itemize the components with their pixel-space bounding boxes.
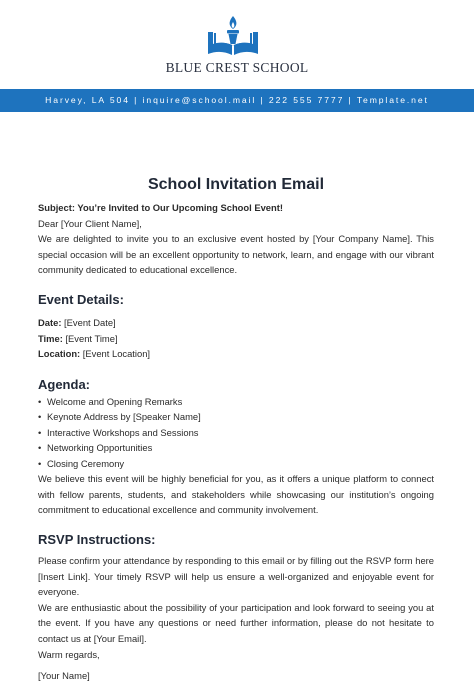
event-time bbox=[38, 331, 434, 347]
event-date bbox=[38, 315, 434, 331]
agenda-closing: We believe this event will be highly beneficial for you, as it offers a unique platform to connect with fellow parents, students, and stakeholders while showcasing our institution’s ongoing commitment to educational excellence and community involvement. bbox=[38, 473, 434, 516]
email-greeting: Dear [Your Client Name], bbox=[38, 217, 142, 229]
agenda-list bbox=[38, 394, 434, 472]
signature: [Your Name] bbox=[38, 670, 90, 682]
list-item: • Interactive Workshops and Sessions bbox=[38, 425, 434, 441]
school-name: BLUE CREST SCHOOL bbox=[165, 60, 309, 75]
event-details-heading: Event Details: bbox=[38, 291, 124, 307]
event-location-value: [Event Location] bbox=[80, 348, 151, 360]
event-date-label: Date: bbox=[38, 316, 62, 328]
letterhead bbox=[0, 0, 474, 90]
contact-bar: Harvey, LA 504 | inquire@school.mail | 222 555 7777 | Template.net bbox=[0, 89, 474, 112]
event-location bbox=[38, 346, 434, 362]
email-body bbox=[38, 174, 434, 684]
rsvp-paragraph: We are enthusiastic about the possibility of your participation and look forward to seeing you at the event. If you have any questions or need further information, please do not hesitate to contact us at [Your Email]. bbox=[38, 601, 434, 644]
event-time-value: [Event Time] bbox=[62, 332, 118, 344]
list-item: • Networking Opportunities bbox=[38, 440, 434, 456]
agenda-heading: Agenda: bbox=[38, 376, 90, 392]
event-time-label: Time: bbox=[38, 332, 63, 344]
page-title: School Invitation Email bbox=[147, 176, 325, 193]
email-intro: We are delighted to invite you to an exclusive event hosted by [Your Company Name]. This special occasion will be an excellent opportunity to network, learn, and engage with our vibrant community dedicated to educational excellence. bbox=[38, 233, 434, 276]
rsvp-paragraph: Please confirm your attendance by responding to this email or by filling out the RSVP form here [Insert Link]. Your timely RSVP will help us ensure a well-organized and enjoyable event for everyone. bbox=[38, 555, 434, 598]
list-item: • Closing Ceremony bbox=[38, 456, 434, 472]
event-date-value: [Event Date] bbox=[61, 316, 116, 328]
list-item: • Keynote Address by [Speaker Name] bbox=[38, 409, 434, 425]
signoff: Warm regards, bbox=[38, 648, 100, 660]
event-location-label: Location: bbox=[38, 348, 81, 360]
open-book-torch-logo-icon bbox=[204, 14, 262, 60]
email-subject: Subject: You’re Invited to Our Upcoming School Event! bbox=[38, 202, 283, 213]
rsvp-heading: RSVP Instructions: bbox=[38, 532, 156, 548]
list-item: • Welcome and Opening Remarks bbox=[38, 394, 434, 410]
